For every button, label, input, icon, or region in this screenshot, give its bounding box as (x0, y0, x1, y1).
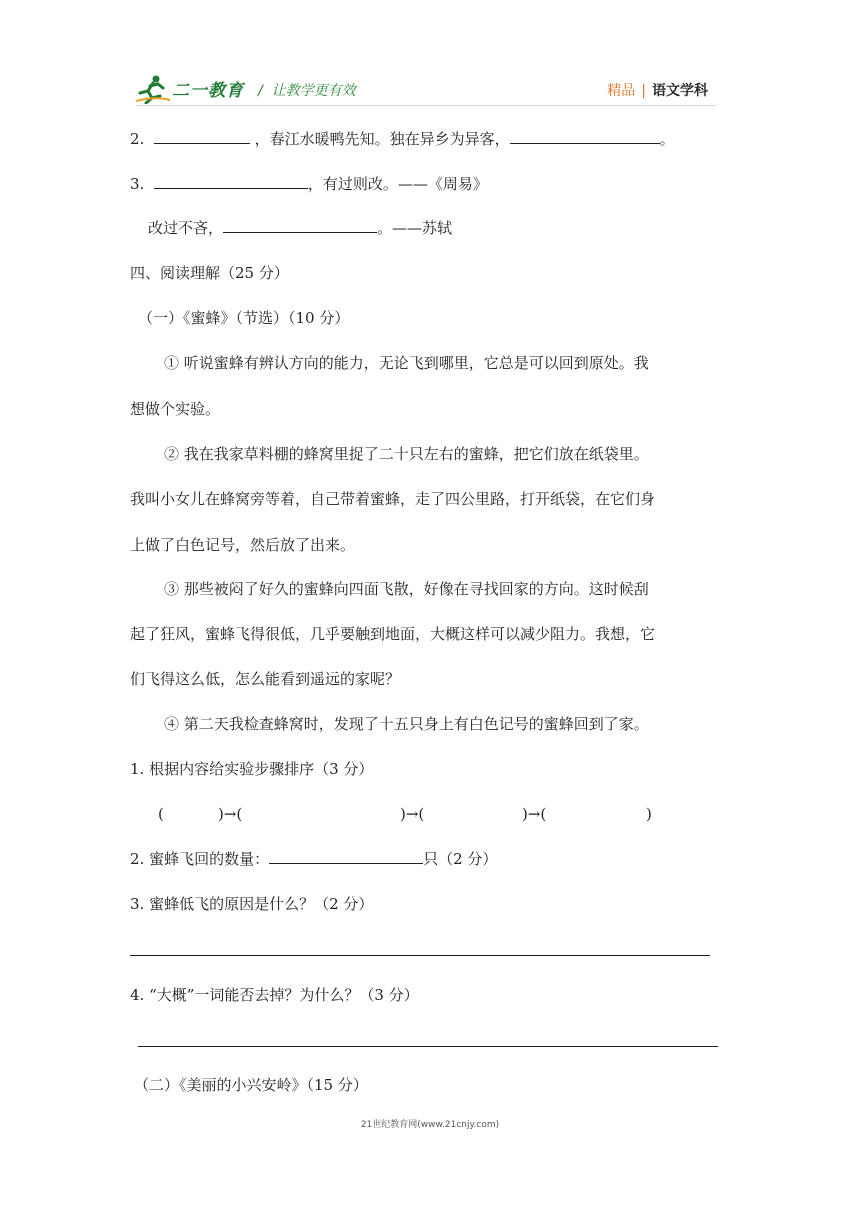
question-1: 1. 根据内容给实验步骤排序（3 分） (130, 760, 374, 778)
question-4: 4. “大概”一词能否去掉？为什么？（3 分） (130, 986, 419, 1004)
passage-title: （一）《蜜蜂》（节选）（10 分） (138, 309, 350, 327)
paragraph-3-line: 起了狂风，蜜蜂飞得很低，几乎要触到地面，大概这样可以减少阻力。我想，它 (130, 625, 656, 643)
paragraph-4-line: ④ 第二天我检查蜂窝时，发现了十五只身上有白色记号的蜜蜂回到了家。 (164, 715, 649, 733)
paragraph-2-line: 上做了白色记号，然后放了出来。 (130, 536, 356, 554)
order-bracket: )→( (522, 805, 547, 823)
paragraph-3-line: 们飞得这么低，怎么能看到遥远的家呢？ (130, 670, 401, 688)
poetry-question-3b: 改过不吝， 。——苏轼 (148, 219, 453, 237)
question-3: 3. 蜜蜂低飞的原因是什么？（2 分） (130, 895, 374, 913)
paragraph-1-line: ① 听说蜜蜂有辨认方向的能力，无论飞到哪里，它总是可以回到原处。我 (164, 354, 649, 372)
order-bracket: ( (158, 805, 164, 823)
paragraph-2-line: ② 我在我家草料棚的蜂窝里捉了二十只左右的蜜蜂，把它们放在纸袋里。 (164, 445, 649, 463)
section-title: 四、阅读理解（25 分） (130, 264, 289, 282)
order-bracket: )→( (400, 805, 425, 823)
brand-label: 精品 | 语文学科 (607, 83, 708, 99)
poetry-question-2: 2. ，春江水暖鸭先知。独在异乡为异客， 。 (130, 130, 675, 148)
question-2: 2. 蜜蜂飞回的数量： 只（2 分） (130, 850, 498, 868)
poetry-question-3: 3. ，有过则改。——《周易》 (130, 175, 488, 193)
order-bracket: )→( (218, 805, 243, 823)
page-header (136, 72, 716, 106)
answer-blank[interactable] (269, 849, 423, 864)
answer-blank[interactable] (154, 174, 308, 189)
slogan: / 让教学更有效 (258, 83, 356, 99)
answer-blank[interactable] (154, 129, 250, 144)
answer-blank[interactable] (510, 129, 660, 144)
logo-text: 二一教育 (172, 81, 244, 101)
header-divider (136, 105, 716, 106)
answer-line[interactable] (138, 1046, 718, 1047)
paragraph-1-line: 想做个实验。 (130, 400, 221, 418)
paragraph-2-line: 我叫小女儿在蜂窝旁等着，自己带着蜜蜂，走了四公里路，打开纸袋，在它们身 (130, 490, 656, 508)
page-footer: 21世纪教育网(www.21cnjy.com) (360, 1120, 500, 1130)
answer-blank[interactable] (223, 218, 377, 233)
paragraph-3-line: ③ 那些被闷了好久的蜜蜂向四面飞散，好像在寻找回家的方向。这时候刮 (164, 580, 649, 598)
passage-title: （二）《美丽的小兴安岭》（15 分） (134, 1076, 368, 1094)
answer-line[interactable] (130, 955, 710, 956)
order-bracket: ) (646, 805, 652, 823)
